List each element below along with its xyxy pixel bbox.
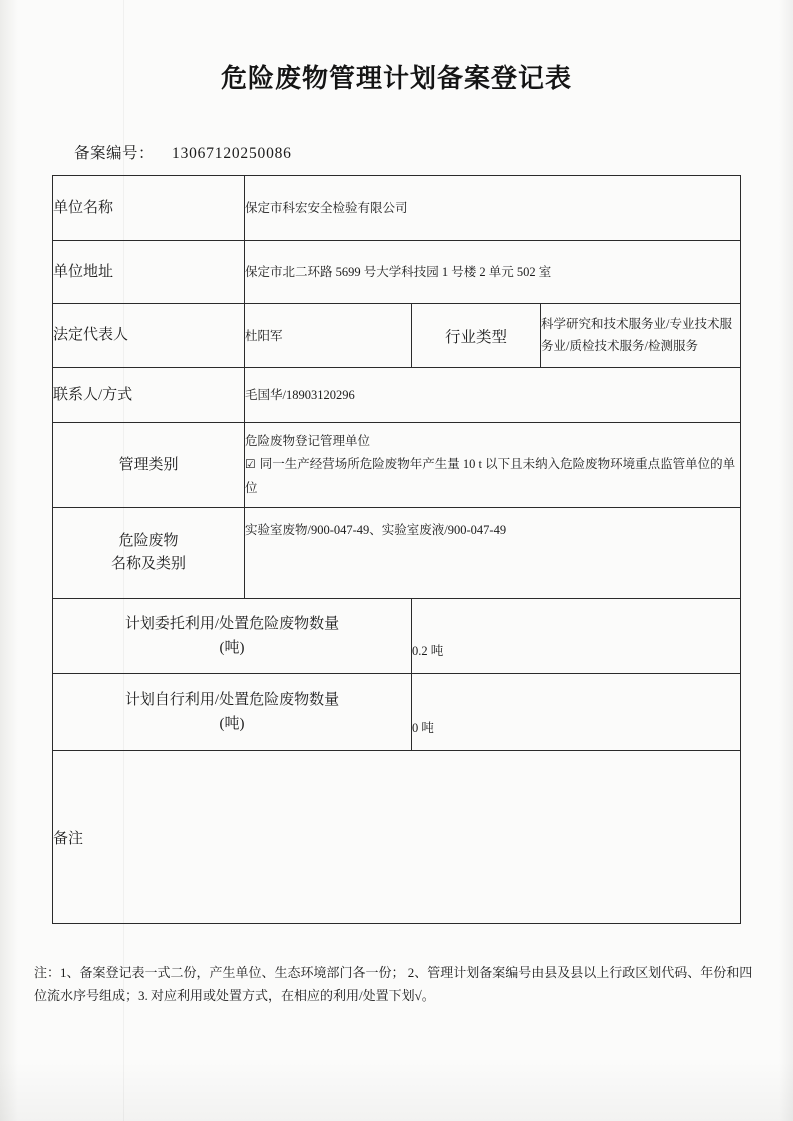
table-row-mgmt-category: [53, 423, 741, 508]
mgmt-category-option: [245, 453, 740, 499]
page-title: 危险废物管理计划备案登记表: [220, 63, 572, 93]
unit-address-label: 单位地址: [53, 241, 245, 304]
unit-name-label: 单位名称: [53, 176, 245, 241]
entrusted-amount-value: 0.2 吨: [412, 599, 741, 674]
entrusted-amount-label-line1: 计划委托利用/处置危险废物数量: [124, 616, 340, 632]
footnote: [34, 962, 758, 1008]
table-row-unit-name: [53, 176, 741, 241]
self-amount-label: [53, 674, 412, 751]
industry-type-value: 科学研究和技术服务业/专业技术服务业/质检技术服务/检测服务: [541, 304, 741, 368]
scan-shadow-right: [779, 0, 793, 1121]
table-row-contact: [53, 368, 741, 423]
table-row-entrusted-amount: [53, 599, 741, 674]
contact-value: 毛国华/18903120296: [245, 368, 741, 423]
legal-rep-value: 杜阳军: [245, 304, 412, 368]
self-amount-label-line2: (吨): [219, 716, 245, 732]
remark-label: 备注: [53, 830, 84, 847]
self-amount-value: 0 吨: [412, 674, 741, 751]
waste-name-label-line2: 名称及类别: [110, 556, 186, 572]
record-number-label: 备案编号：: [74, 145, 155, 162]
footnote-line2: 位流水序号组成；3. 对应利用或处置方式，在相应的利用/处置下划√。: [34, 987, 435, 1003]
table-row-self-amount: [53, 674, 741, 751]
waste-name-label: [53, 508, 245, 599]
record-number-value: 13067120250086: [172, 145, 292, 162]
mgmt-category-line2: 同一生产经营场所危险废物年产生量 10 t 以下且未纳入危险废物环境重点监管单位的单位: [245, 457, 736, 495]
industry-type-label: 行业类型: [412, 304, 541, 368]
mgmt-category-value: [245, 423, 741, 508]
footnote-line1: 注：1、备案登记表一式二份，产生单位、生态环境部门各一份； 2、管理计划备案编号由县及县以上行政区划代码、年份和四: [34, 965, 753, 980]
entrusted-amount-label-line2: (吨): [219, 640, 245, 656]
scan-shadow-left: [0, 0, 18, 1121]
registration-form-table: [52, 175, 741, 924]
table-row-unit-address: [53, 241, 741, 304]
scan-shadow-bottom: [0, 1061, 793, 1121]
mgmt-category-line1: 危险废物登记管理单位: [245, 434, 371, 449]
table-row-remark: [53, 751, 741, 924]
self-amount-label-line1: 计划自行利用/处置危险废物数量: [124, 692, 340, 708]
unit-name-value: 保定市科宏安全检验有限公司: [245, 176, 741, 241]
entrusted-amount-label: [53, 599, 412, 674]
record-number: [74, 141, 292, 163]
checkbox-checked-icon[interactable]: ☑: [245, 457, 256, 472]
waste-name-label-line1: 危险废物: [118, 532, 179, 549]
mgmt-category-label: 管理类别: [53, 423, 245, 508]
unit-address-value: 保定市北二环路 5699 号大学科技园 1 号楼 2 单元 502 室: [245, 241, 741, 304]
contact-label: 联系人/方式: [53, 368, 245, 423]
table-row-legal-rep: [53, 304, 741, 368]
remark-cell: [53, 751, 741, 924]
legal-rep-label: 法定代表人: [53, 304, 245, 368]
waste-name-value: 实验室废物/900-047-49、实验室废液/900-047-49: [245, 508, 741, 599]
table-row-waste-name: [53, 508, 741, 599]
